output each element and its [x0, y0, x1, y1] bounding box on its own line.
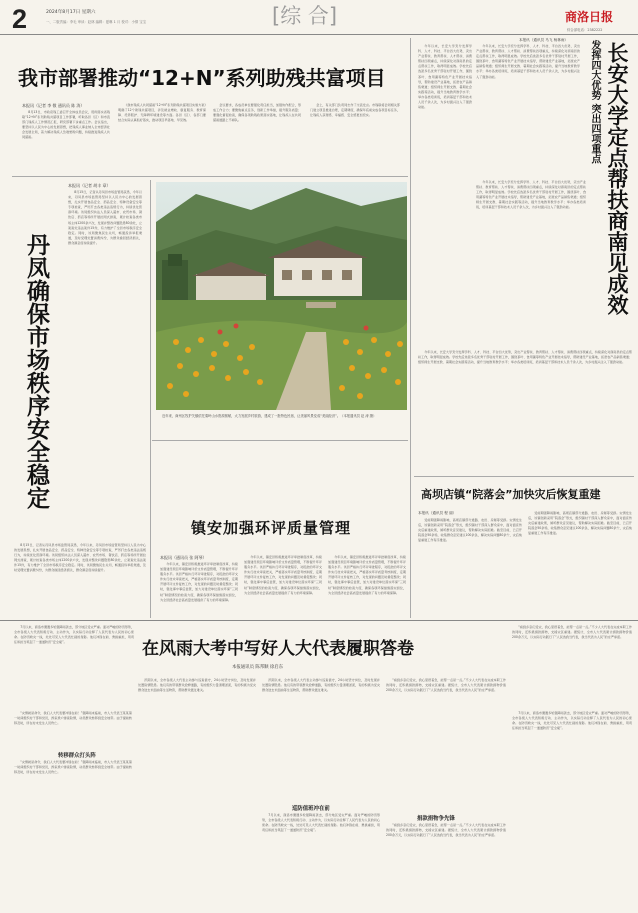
changan-byline: 本报讯（通讯员 马飞 杨林雨）	[519, 38, 569, 42]
changan-body-2: 今年以来，长安大学充分发挥学科、人才、科技、平台四大优势，突出产业帮扶、教育帮扶、人才帮扶、消费帮扶四项重点，持续深化对商南县的定点帮扶工作，取得明显成效。学校先后选派多名优秀干部驻村开展工作，围绕茶叶、食用菌等特色产业开展技术指导，帮助建设产业基地，拓宽农产品销售渠道；组织师生开展支教、暑期社会实践等活动，提升当地教育教学水平；举办各类培训班，培训基层干部和技术人员千余人次，为乡村振兴注入了强劲动能。	[418, 44, 472, 110]
bottom-col-3: 汛期以来，全市各级人大代表主动参与巡查值守，24小时坚守岗位，及时发现并处置险情隐患。他们有的带领群众抢修道路，有的组织力量清理淤泥，有的积极为受灾群众送去米面油等生活物资，帮助群众渡过难关。	[262, 678, 380, 693]
zhenan-col-2: 今年以来，镇安县积极推进环评审批制度改革，持续加强建设项目环境影响评价文件质量管理，不断提升环评服务水平。该县严格执行环评审批程序，对报批的环评文件实行技术审查把关，严格落实环评质量考核制度，定期开展环评文件复核工作，对发现的问题及时督促整改；同时，强化事中事后监管，加大对建设单位落实环保“三同时”制度情况的检查力度，确保各项环保措施落实到位，为全县经济社会高质量发展提供了有力的环境保障。	[244, 555, 322, 595]
danfeng-body: 8月15日，记者从丹凤县市场监管局获悉，今年以来，丹凤县市场监管局坚持以人民为中心的发展思想，扎实开展食品安全、药品安全、特种设备安全等专项检查，严厉打击各类违法违规行为，持续优化营商环境。该局组织执法人员深入超市、农贸市场、餐饮店、药店等场所开展拉网式排查，累计检查各类市场主体1200余户次，发现并整改问题隐患80余处，立案查处违法案件15件，有力维护了全县市场秩序安全稳定。同时，该局聚焦民生关切，畅通投诉举报渠道，及时受理处置消费纠纷，为群众挽回经济损失，群众满意度持续提升。	[68, 190, 142, 245]
village-scene-image	[156, 182, 407, 410]
contact-line: 综合部电话：2382222	[567, 28, 603, 32]
danfeng-byline: 本报讯（记者 胡丰 章）	[68, 183, 111, 188]
paper-logo: 商洛日报	[565, 10, 614, 24]
bottom-col-4: “看到乡亲们受灾，我心里很着急，能帮一点是一点。”不少人大代表在完成本职工作的同时，还积极捐款捐物，支援灾区重建。据统计，全市人大代表累计捐款捐物价值200余万元，以实际行动践行了“人民选我当代表，我当代表为人民”的庄严承诺。	[386, 678, 506, 693]
zhenan-byline: 本报讯（通讯员 张 阿琴）	[160, 555, 207, 560]
danfeng-body-bottom: 8月15日，记者从丹凤县市场监管局获悉，今年以来，丹凤县市场监管局坚持以人民为中心的发展思想，扎实开展食品安全、药品安全、特种设备安全等专项检查，严厉打击各类违法违规行为，持续优化营商环境。该局组织执法人员深入超市、农贸市场、餐饮店、药店等场所开展拉网式排查，累计检查各类市场主体1200余户次，发现并整改问题隐患80余处，立案查处违法案件15件，有力维护了全县市场秩序安全稳定。同时，该局聚焦民生关切，畅通投诉举报渠道，及时受理处置消费纠纷，为群众挽回经济损失，群众满意度持续提升。	[14, 543, 146, 573]
danfeng-right-rule	[150, 180, 151, 618]
changan-headline: 长安大学定点帮扶商南见成效	[605, 42, 629, 315]
bottom-col-1: “灾情就是命令，我们人大代表要冲锋在前！”强降雨来临前，市人大代表王某某第一时间组织村干部和党员，挨家挨户排查险情，动员群众转移到安全地带。由于提前转移及时，所在村未发生人员伤亡。	[14, 711, 132, 726]
bottom-col-2: 汛期以来，全市各级人大代表主动参与巡查值守，24小时坚守岗位，及时发现并处置险情隐患。他们有的带领群众抢修道路，有的组织力量清理淤泥，有的积极为受灾群众送去米面油等生活物资，帮助群众渡过难关。	[138, 678, 256, 693]
bottom-col-3-lower: 7月以来，商洛市遭遇多轮强降雨袭击，部分地区受灾严重。面对严峻的防汛形势，全市各级人大代表积极行动、主动作为，以实际行动诠释了人民代表为人民的初心使命。在防汛救灾一线，处处可见人大代表忙碌的身影。他们冲锋在前、勇挑重担，用责任和担当筑起了一道道防汛“安全堤”。	[262, 813, 380, 833]
bottom-headline: 在风雨大考中写好人大代表履职答卷	[142, 639, 414, 659]
bottom-byline: 本报通讯员 陈邦顺 徐启东	[232, 665, 284, 670]
date-line: 2024年8月17日 星期六	[46, 10, 96, 15]
news-photo	[156, 182, 407, 410]
main-col-4: 会上，有关部门负责同志作了交流发言。市残联将会同相关部门建立项目推进台账，定期调度，确保年底前完成各项目标任务，让残疾人获得感、幸福感、安全感更加充实。	[310, 103, 400, 118]
main-col-2: 《我市残疾人共同富裕“12+N”系列助残共富项目实施方案》明确了12个助残共富项目，涉及就业增收、康复服务、教育保障、托养照护、无障碍环境建设等方面。各县（区）、各部门要结合实际认真抓好落实，推动项目早落地、早见效。	[118, 103, 206, 123]
subhead-patrol: 巡防值班冲在前	[292, 806, 330, 812]
changan-bottom-rule	[414, 476, 634, 477]
gaoxin-col-1: 受前期强降雨影响，高坝店镇部分道路、农田、房屋等受损。灾情发生后，该镇创新采用“院落会”形式，组织镇村干部深入群众家中，面对面宣传灾后重建政策，倾听群众意见建议，帮助解决实际困难。截至目前，已召开院落会50余场，收集群众意见建议100余条，解决实际问题80余个，灾后恢复重建工作有序推进。	[418, 518, 522, 543]
section-title: 综 合	[280, 4, 329, 28]
danfeng-headline: 丹凤确保市场秩序安全稳定	[23, 233, 49, 509]
zhenan-col-1: 今年以来，镇安县积极推进环评审批制度改革，持续加强建设项目环境影响评价文件质量管理，不断提升环评服务水平。该县严格执行环评审批程序，对报批的环评文件实行技术审查把关，严格落实环评质量考核制度，定期开展环评文件复核工作，对发现的问题及时督促整改；同时，强化事中事后监管，加大对建设单位落实环保“三同时”制度情况的检查力度，确保各项环保措施落实到位，为全县经济社会高质量发展提供了有力的环境保障。	[160, 562, 238, 602]
zhenan-headline: 镇安加强环评质量管理	[191, 519, 352, 537]
main-byline: 本报讯（记者 李 敬 通讯员 陈 涛）	[22, 103, 85, 108]
photo-caption: 近年来，商州区牧护关镇依托秦岭山水资源禀赋，大力发展乡村旅游，建成了一批特色民宿，让美丽风景变成“美丽经济”。（本报通讯员 赵 涛 摄）	[162, 414, 377, 418]
bottom-col-5-top: “看到乡亲们受灾，我心里很着急，能帮一点是一点。”不少人大代表在完成本职工作的同时，还积极捐款捐物，支援灾区重建。据统计，全市人大代表累计捐款捐物价值200余万元，以实际行动践行了“人民选我当代表，我当代表为人民”的庄严承诺。	[512, 625, 632, 640]
editor-line: 一、二版责编：李毛 审读：赵林 编辑：夏琳 1 月 校对：小倩 宝宝	[46, 20, 147, 24]
main-headline: 我市部署推动“12+N”系列助残共富项目	[18, 66, 386, 90]
bottom-col-5: 7月以来，商洛市遭遇多轮强降雨袭击，部分地区受灾严重。面对严峻的防汛形势，全市各级人大代表积极行动、主动作为，以实际行动诠释了人民代表为人民的初心使命。在防汛救灾一线，处处可见人大代表忙碌的身影。他们冲锋在前、勇挑重担，用责任和担当筑起了一道道防汛“安全堤”。	[512, 711, 632, 731]
gaoxin-col-2: 受前期强降雨影响，高坝店镇部分道路、农田、房屋等受损。灾情发生后，该镇创新采用“院落会”形式，组织镇村干部深入群众家中，面对面宣传灾后重建政策，倾听群众意见建议，帮助解决实际困难。截至目前，已召开院落会50余场，收集群众意见建议100余条，解决实际问题80余个，灾后恢复重建工作有序推进。	[528, 511, 632, 536]
bottom-col-4-lower: “看到乡亲们受灾，我心里很着急，能帮一点是一点。”不少人大代表在完成本职工作的同时，还积极捐款捐物，支援灾区重建。据统计，全市人大代表累计捐款捐物价值200余万元，以实际行动践行了“人民选我当代表，我当代表为人民”的庄严承诺。	[386, 823, 506, 838]
gaoxin-byline: 本报讯（通讯员 程 丽）	[418, 511, 457, 515]
masthead-rule	[0, 34, 638, 35]
bottom-col-1-lower: “灾情就是命令，我们人大代表要冲锋在前！”强降雨来临前，市人大代表王某某第一时间组织村干部和党员，挨家挨户排查险情，动员群众转移到安全地带。由于提前转移及时，所在村未发生人员伤亡。	[14, 760, 132, 775]
bottom-section-rule	[0, 620, 638, 621]
changan-subhead: 发挥四大优势 突出四项重点	[589, 40, 600, 164]
zhenan-col-3: 今年以来，镇安县积极推进环评审批制度改革，持续加强建设项目环境影响评价文件质量管理，不断提升环评服务水平。该县严格执行环评审批程序，对报批的环评文件实行技术审查把关，严格落实环评质量考核制度，定期开展环评文件复核工作，对发现的问题及时督促整改；同时，强化事中事后监管，加大对建设单位落实环保“三同时”制度情况的检查力度，确保各项环保措施落实到位，为全县经济社会高质量发展提供了有力的环境保障。	[328, 555, 406, 595]
page-number: 2	[12, 4, 28, 34]
gaoxin-headline: 高坝店镇“院落会”加快灾后恢复重建	[421, 488, 601, 501]
section-label: [综 合]	[272, 4, 338, 28]
changan-body-3: 今年以来，长安大学充分发挥学科、人才、科技、平台四大优势，突出产业帮扶、教育帮扶、人才帮扶、消费帮扶四项重点，持续深化对商南县的定点帮扶工作，取得明显成效。学校先后选派多名优秀干部驻村开展工作，围绕茶叶、食用菌等特色产业开展技术指导，帮助建设产业基地，拓宽农产品销售渠道；组织师生开展支教、暑期社会实践等活动，提升当地教育教学水平；举办各类培训班，培训基层干部和技术人员千余人次，为乡村振兴注入了强劲动能。	[476, 180, 586, 210]
photo-bottom-rule	[152, 440, 408, 441]
bottom-col-1-top: 7月以来，商洛市遭遇多轮强降雨袭击，部分地区受灾严重。面对严峻的防汛形势，全市各级人大代表积极行动、主动作为，以实际行动诠释了人民代表为人民的初心使命。在防汛救灾一线，处处可见人大代表忙碌的身影。他们冲锋在前、勇挑重担，用责任和担当筑起了一道道防汛“安全堤”。	[14, 625, 134, 645]
right-column-rule	[410, 38, 411, 618]
main-bottom-rule	[12, 176, 408, 177]
subhead-donate: 捐款捐物争先锋	[417, 816, 455, 822]
changan-body-4: 今年以来，长安大学充分发挥学科、人才、科技、平台四大优势，突出产业帮扶、教育帮扶、人才帮扶、消费帮扶四项重点，持续深化对商南县的定点帮扶工作，取得明显成效。学校先后选派多名优秀干部驻村开展工作，围绕茶叶、食用菌等特色产业开展技术指导，帮助建设产业基地，拓宽农产品销售渠道；组织师生开展支教、暑期社会实践等活动，提升当地教育教学水平；举办各类培训班，培训基层干部和技术人员千余人次，为乡村振兴注入了强劲动能。	[418, 350, 632, 365]
changan-body-1: 今年以来，长安大学充分发挥学科、人才、科技、平台四大优势，突出产业帮扶、教育帮扶、人才帮扶、消费帮扶四项重点，持续深化对商南县的定点帮扶工作，取得明显成效。学校先后选派多名优秀干部驻村开展工作，围绕茶叶、食用菌等特色产业开展技术指导，帮助建设产业基地，拓宽农产品销售渠道；组织师生开展支教、暑期社会实践等活动，提升当地教育教学水平；举办各类培训班，培训基层干部和技术人员千余人次，为乡村振兴注入了强劲动能。	[476, 44, 580, 79]
main-col-3: 会议要求，各成员单位要强化责任担当，加强协作配合，形成工作合力；要聚焦重点任务，创新工作举措，提升服务质量；要强化督促检查，确保各项助残政策落实落地，让残疾人在共同富裕道路上不掉队。	[213, 103, 301, 123]
main-col-1: 8月13日，市政府残工委召开全体成员会议，贯彻落实省残联“12+N”系列助残共富项目工作部署，听取各县（区）和市直部门残疾人工作情况汇报，研究部署下步重点工作。会议指出，要坚持以人民为中心的发展思想，把残疾人事业纳入全市经济社会发展全局，着力解决残疾人急难愁盼问题，持续推进残疾人共同富裕。	[22, 110, 110, 140]
subhead-transfer: 转移群众打头阵	[58, 753, 96, 759]
